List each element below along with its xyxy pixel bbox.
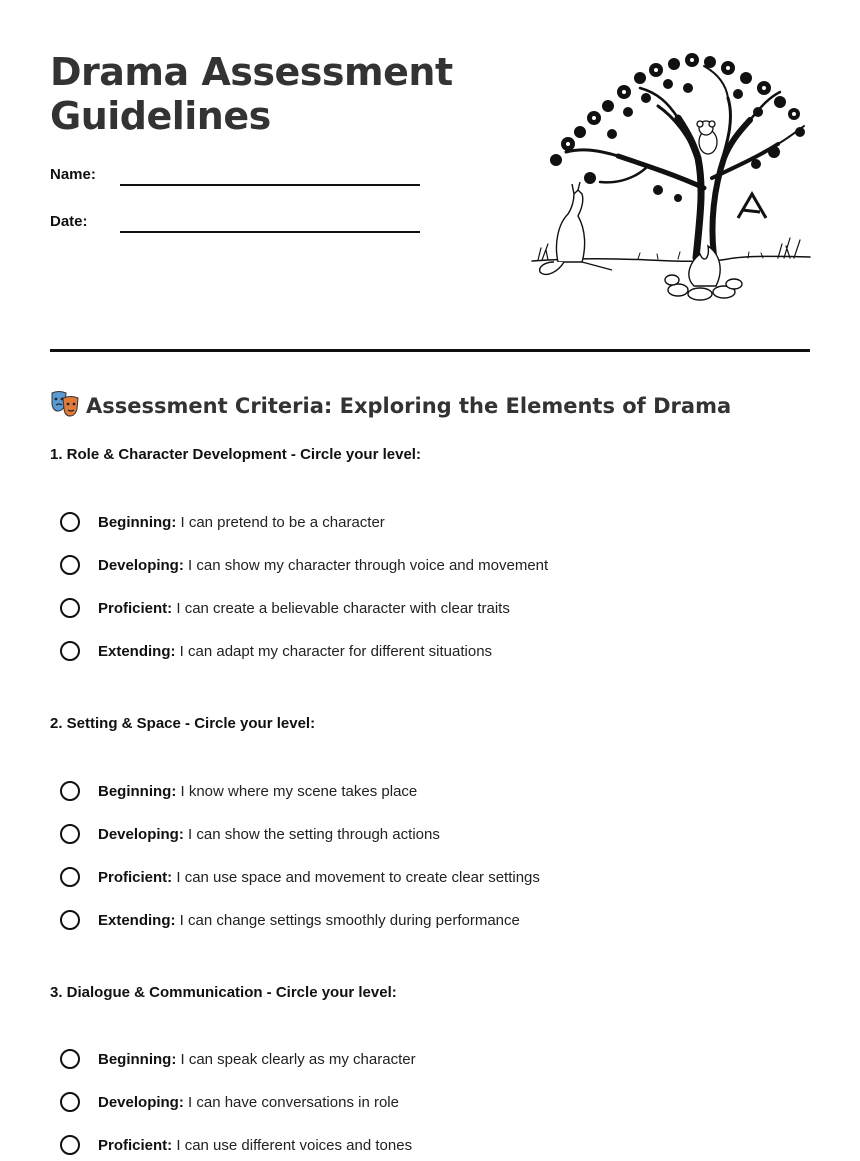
question-3-heading: 3. Dialogue & Communication - Circle your level: bbox=[50, 984, 397, 1001]
radio-circle[interactable] bbox=[60, 781, 80, 801]
name-line[interactable] bbox=[120, 184, 420, 186]
date-line[interactable] bbox=[120, 231, 420, 233]
radio-circle[interactable] bbox=[60, 1049, 80, 1069]
title-line-2: Guidelines bbox=[50, 94, 271, 138]
header-divider bbox=[50, 349, 810, 352]
radio-circle[interactable] bbox=[60, 824, 80, 844]
tree-kangaroo-campfire-illustration bbox=[528, 48, 812, 306]
section-heading bbox=[50, 390, 731, 418]
title-line-1: Drama Assessment bbox=[50, 50, 453, 94]
radio-circle[interactable] bbox=[60, 867, 80, 887]
name-label: Name: bbox=[50, 166, 96, 183]
section-title: Assessment Criteria: Exploring the Elements of Drama bbox=[86, 394, 732, 418]
worksheet-page: Drama Assessment Guidelines Name: Date: Assessment Criteria: Exploring the Elements of Drama 1. Role & Character Development - Circle your level: Beginning: I can pretend to be a character Developing: I can show my character through voice and movement Proficient: I can create a believable character with clear traits Extending: I can adapt my character for different situations 2. Setting & Space - Circle your level: Beginning: I know where my scene takes place Developing: I can show the setting through actions Proficient: I can use space and movement to create clear settings Extending: I can change settings smoothly during performance 3. Dialogue & Communication - Circle your level: Beginning: I can speak clearly as my character Developing: I can have conversations in role Proficient: I can use different voices and tones bbox=[0, 0, 860, 1161]
question-1-heading: 1. Role & Character Development - Circle your level: bbox=[50, 446, 421, 463]
radio-circle[interactable] bbox=[60, 641, 80, 661]
page-title bbox=[50, 50, 470, 138]
radio-circle[interactable] bbox=[60, 1092, 80, 1112]
date-label: Date: bbox=[50, 213, 88, 230]
radio-circle[interactable] bbox=[60, 910, 80, 930]
theater-masks-icon bbox=[50, 390, 80, 418]
radio-circle[interactable] bbox=[60, 512, 80, 532]
radio-circle[interactable] bbox=[60, 1135, 80, 1155]
radio-circle[interactable] bbox=[60, 598, 80, 618]
question-2-heading: 2. Setting & Space - Circle your level: bbox=[50, 715, 316, 732]
radio-circle[interactable] bbox=[60, 555, 80, 575]
